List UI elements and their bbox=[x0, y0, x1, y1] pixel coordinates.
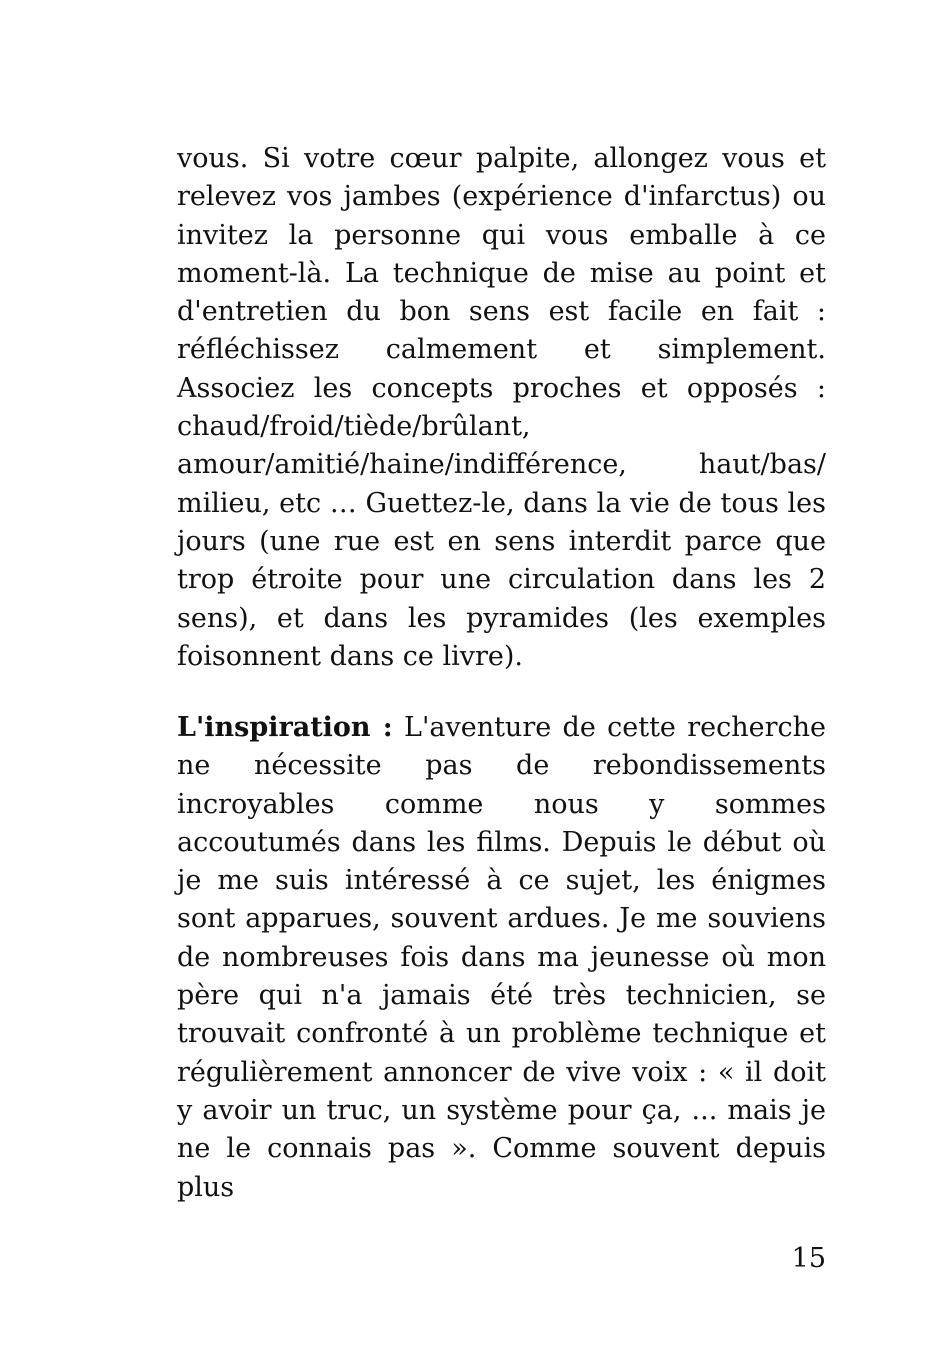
paragraph-bon-sens: vous. Si votre cœur palpite, allongez vous et relevez vos jambes (expérience d'infarctus) ou invitez la personne qui vous emballe à ce moment-là. La technique de mise au point et d'entretien du bon sens est facile en fait : réfléchissez calmement et simplement. Associez les concepts proches et opposés : chaud/froid/tiède/brûlant, amour/amitié/haine/indifférence, haut/bas/ milieu, etc … Guettez-le, dans la vie de tous les jours (une rue est en sens interdit parce que trop étroite pour une circulation dans les 2 sens), et dans les pyramides (les exemples foisonnent dans ce livre). bbox=[177, 143, 826, 672]
page-number: 15 bbox=[791, 1243, 826, 1274]
inspiration-heading: L'inspiration : bbox=[177, 712, 393, 743]
inspiration-body: L'aventure de cette recherche ne nécessite pas de rebondissements incroyables comme nous y sommes accoutumés dans les films. Depuis le début où je me suis intéressé à ce sujet, les énigmes sont apparues, souvent ardues. Je me souviens de nombreuses fois dans ma jeunesse où mon père qui n'a jamais été très technicien, se trouvait confronté à un problème technique et régulièrement annoncer de vive voix : « il doit y avoir un truc, un système pour ça, ... mais je ne le connais pas ». Comme souvent depuis plus bbox=[177, 712, 826, 1203]
paragraph-inspiration bbox=[177, 709, 826, 1207]
